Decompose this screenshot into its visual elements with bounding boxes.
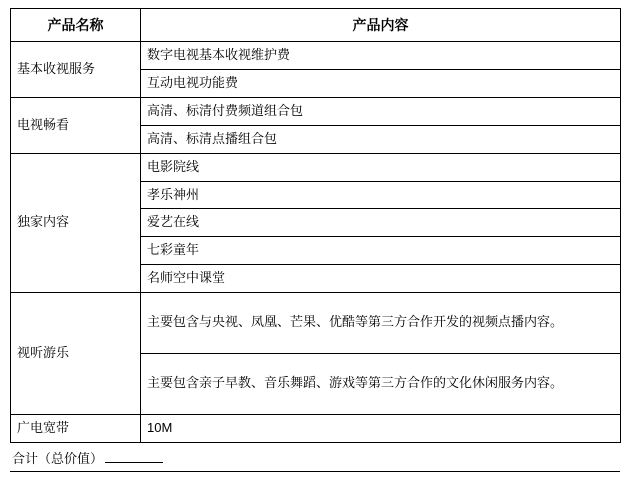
table-row <box>11 292 621 353</box>
content-cell: 数字电视基本收视维护费 <box>141 42 621 70</box>
content-cell: 孝乐神州 <box>141 181 621 209</box>
table-row <box>11 42 621 70</box>
content-cell: 七彩童年 <box>141 237 621 265</box>
content-cell: 爱艺在线 <box>141 209 621 237</box>
table-row <box>11 153 621 181</box>
total-value-blank[interactable] <box>105 448 163 463</box>
content-cell: 互动电视功能费 <box>141 70 621 98</box>
product-table <box>10 8 621 443</box>
content-cell: 主要包含亲子早教、音乐舞蹈、游戏等第三方合作的文化休闲服务内容。 <box>141 353 621 414</box>
group-name-exclusive-content: 独家内容 <box>11 153 141 292</box>
table-header-row <box>11 9 621 42</box>
total-row <box>10 443 620 467</box>
group-name-basic-service: 基本收视服务 <box>11 42 141 98</box>
table-row <box>11 97 621 125</box>
content-cell: 主要包含与央视、凤凰、芒果、优酷等第三方合作开发的视频点播内容。 <box>141 292 621 353</box>
group-name-av-entertainment: 视听游乐 <box>11 292 141 414</box>
column-header-product-name: 产品名称 <box>11 9 141 42</box>
content-cell: 10M <box>141 414 621 442</box>
content-cell: 高清、标清付费频道组合包 <box>141 97 621 125</box>
group-name-tv-viewing: 电视畅看 <box>11 97 141 153</box>
content-cell: 名师空中课堂 <box>141 265 621 293</box>
content-cell: 高清、标清点播组合包 <box>141 125 621 153</box>
table-row <box>11 414 621 442</box>
bottom-rule <box>10 471 620 472</box>
content-cell: 电影院线 <box>141 153 621 181</box>
group-name-broadband: 广电宽带 <box>11 414 141 442</box>
column-header-product-content: 产品内容 <box>141 9 621 42</box>
total-label: 合计（总价值） <box>12 450 104 466</box>
